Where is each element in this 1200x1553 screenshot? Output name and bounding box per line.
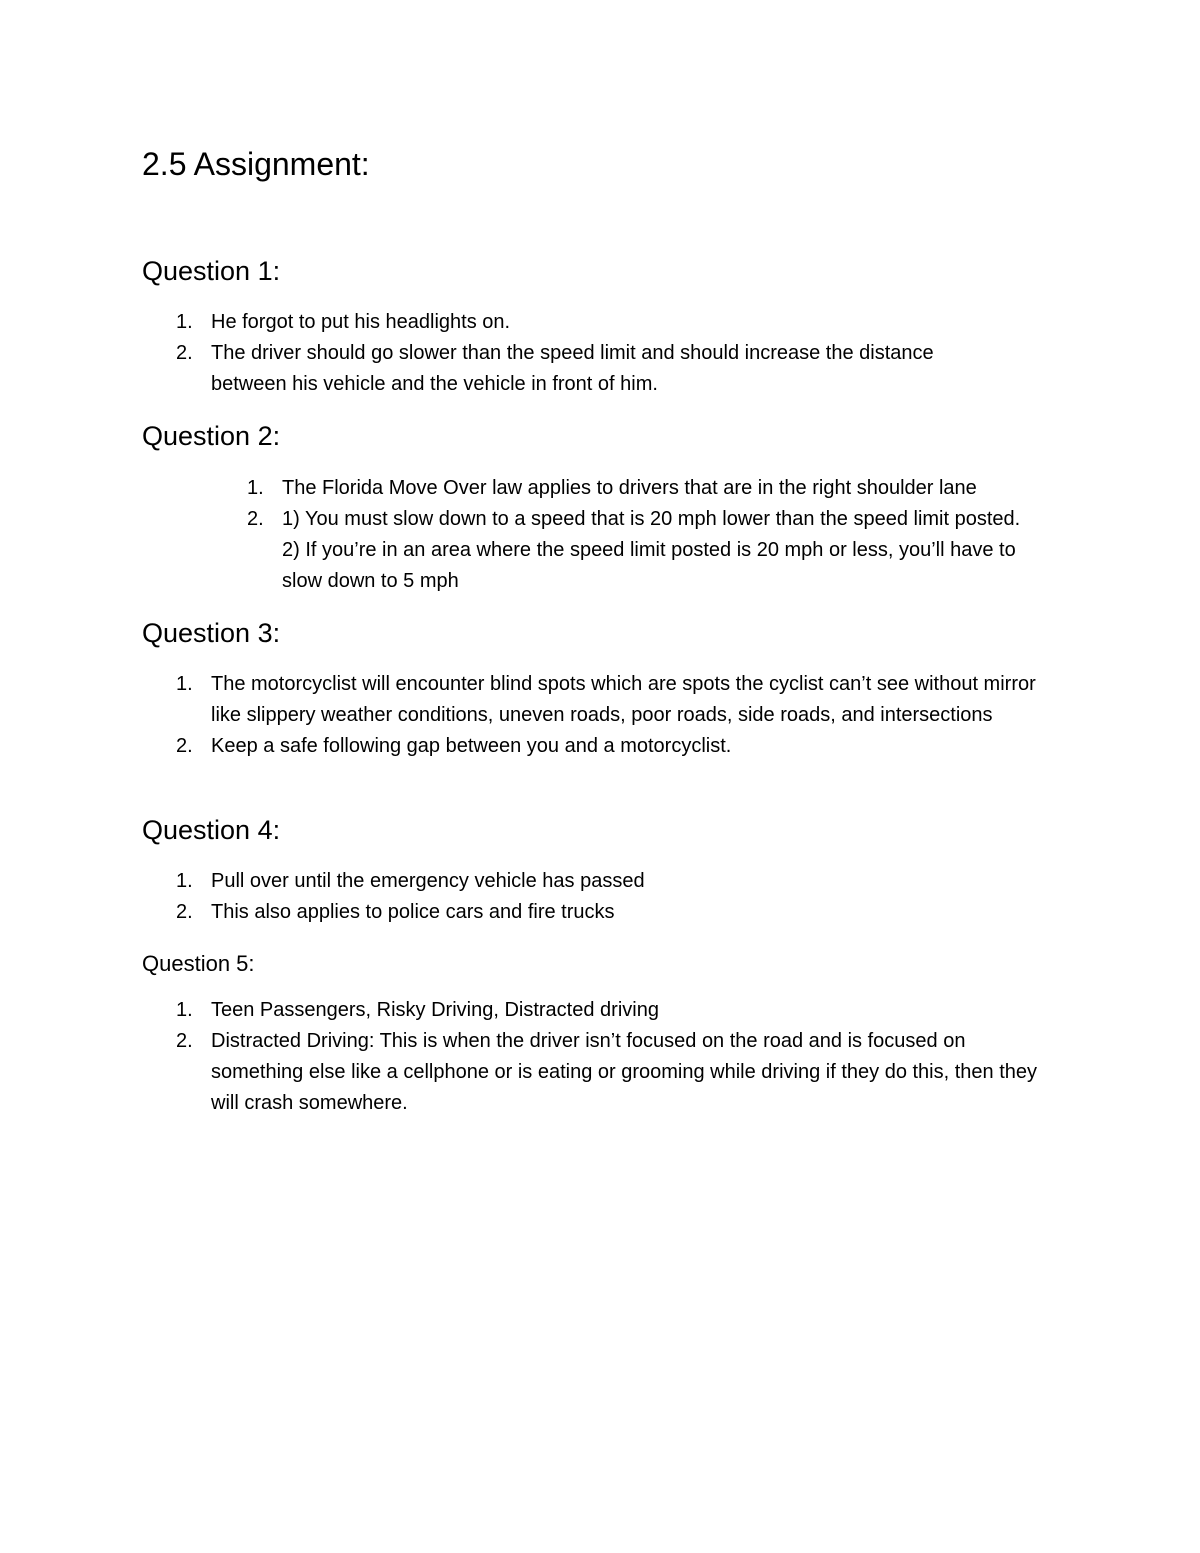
list-item [176,338,1056,400]
answer-text: Pull over until the emergency vehicle has passed [211,870,645,892]
question-2-answers [247,473,1047,597]
list-item [176,1026,1056,1119]
question-5-heading: Question 5: [142,951,255,976]
answer-text: The Florida Move Over law applies to drivers that are in the right shoulder lane [282,477,977,499]
list-number: 2. [176,901,193,923]
document-title: 2.5 Assignment: [142,146,370,182]
question-1-answers [176,307,1056,400]
list-item [247,473,1047,504]
answer-text: The driver should go slower than the speed limit and should increase the distance between his vehicle and the vehicle in front of him. [211,342,934,395]
answer-text: The motorcyclist will encounter blind spots which are spots the cyclist can’t see without mirror like slippery weather conditions, uneven roads, poor roads, side roads, and intersections [211,673,1036,726]
question-3-answers [176,669,1056,762]
answer-text: Distracted Driving: This is when the driver isn’t focused on the road and is focused on something else like a cellphone or is eating or grooming while driving if they do this, then they will crash somewhere. [211,1030,1038,1114]
list-number: 1. [176,870,193,892]
list-number: 1. [176,999,193,1021]
answer-text: He forgot to put his headlights on. [211,311,511,333]
list-number: 2. [176,735,193,757]
list-item [176,731,1056,762]
list-item [176,897,1056,928]
question-4-heading: Question 4: [142,815,281,845]
list-item [247,504,1047,597]
list-number: 2. [247,508,264,530]
question-2-heading: Question 2: [142,421,281,451]
question-5-answers [176,995,1056,1119]
list-item [176,669,1056,731]
list-number: 2. [176,1030,193,1052]
question-4-answers [176,866,1056,928]
list-number: 1. [176,673,193,695]
list-number: 2. [176,342,193,364]
answer-text: This also applies to police cars and fire trucks [211,901,615,923]
question-3-heading: Question 3: [142,618,281,648]
list-item [176,866,1056,897]
list-number: 1. [176,311,193,333]
answer-text: 1) You must slow down to a speed that is 20 mph lower than the speed limit posted. 2) If you’re in an area where the speed limit posted is 20 mph or less, you’ll have to slow down to 5 mph [282,508,1021,592]
list-item [176,307,1056,338]
answer-text: Teen Passengers, Risky Driving, Distracted driving [211,999,659,1021]
list-item [176,995,1056,1026]
list-number: 1. [247,477,264,499]
answer-text: Keep a safe following gap between you and a motorcyclist. [211,735,732,757]
question-1-heading: Question 1: [142,256,281,286]
